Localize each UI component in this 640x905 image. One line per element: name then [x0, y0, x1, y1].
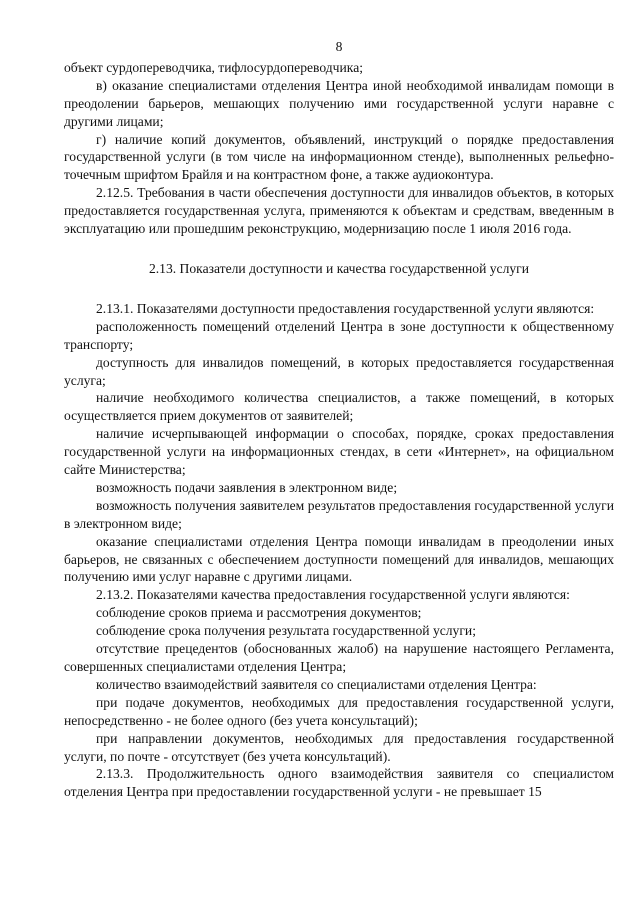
paragraph: возможность подачи заявления в электронном виде; — [96, 479, 398, 495]
paragraph: 2.13.3. Продолжительность одного взаимодействия заявителя со специалистом отделения Центра при предоставлении государственной услуги - не превышает 15 — [64, 766, 614, 800]
paragraph: оказание специалистами отделения Центра помощи инвалидам в преодолении иных барьеров, не связанных с обеспечением доступности помещений для инвалидов, мешающих получению ими услуг наравне с другими лицами. — [64, 533, 614, 585]
paragraph: наличие необходимого количества специалистов, а также помещений, в которых осуществляется прием документов от заявителей; — [64, 390, 614, 424]
paragraph: наличие исчерпывающей информации о способах, порядке, сроках предоставления государственной услуги на информационных стендах, в сети «Интернет», на официальном сайте Министерства; — [64, 426, 614, 478]
paragraph: 2.12.5. Требования в части обеспечения доступности для инвалидов объектов, в которых предоставляется государственная услуга, применяются к объектам и средствам, введенным в эксплуатацию или прошедшим реконструкцию, модернизацию после 1 июля 2016 года. — [64, 185, 614, 237]
document-page — [64, 38, 614, 801]
page-number: 8 — [335, 39, 343, 54]
paragraph: при подаче документов, необходимых для предоставления государственной услуги, непосредственно - не более одного (без учета консультаций); — [64, 694, 614, 728]
section-heading: 2.13. Показатели доступности и качества государственной услуги — [148, 260, 530, 276]
paragraph: при направлении документов, необходимых для предоставления государственной услуги, по почте - отсутствует (без учета консультаций). — [64, 730, 614, 764]
paragraph: г) наличие копий документов, объявлений, инструкций о порядке предоставления государственной услуги (в том числе на информационном стенде), выполненных рельефно-точечным шрифтом Брайля и на контрастном фоне, а также аудиоконтура. — [64, 131, 614, 183]
paragraph: соблюдение срока получения результата государственной услуги; — [96, 623, 476, 639]
paragraph: возможность получения заявителем результатов предоставления государственной услуги в электронном виде; — [64, 497, 614, 531]
paragraph: доступность для инвалидов помещений, в которых предоставляется государственная услуга; — [64, 354, 614, 388]
paragraph: 2.13.1. Показателями доступности предоставления государственной услуги являются: — [96, 300, 595, 316]
paragraph: отсутствие прецедентов (обоснованных жалоб) на нарушение настоящего Регламента, совершенных специалистами отделения Центра; — [64, 641, 614, 674]
paragraph: 2.13.2. Показателями качества предоставления государственной услуги являются: — [96, 587, 570, 603]
paragraph: объект сурдопереводчика, тифлосурдопереводчика; — [64, 59, 364, 75]
paragraph: количество взаимодействий заявителя со специалистами отделения Центра: — [96, 676, 537, 692]
paragraph: в) оказание специалистами отделения Центра иной необходимой инвалидам помощи в преодолении барьеров, мешающих получению ими государственной услуги наравне с другими лицами; — [64, 77, 614, 129]
paragraph: соблюдение сроков приема и рассмотрения документов; — [96, 605, 422, 621]
paragraph: расположенность помещений отделений Центра в зоне доступности к общественному транспорту; — [64, 318, 614, 352]
